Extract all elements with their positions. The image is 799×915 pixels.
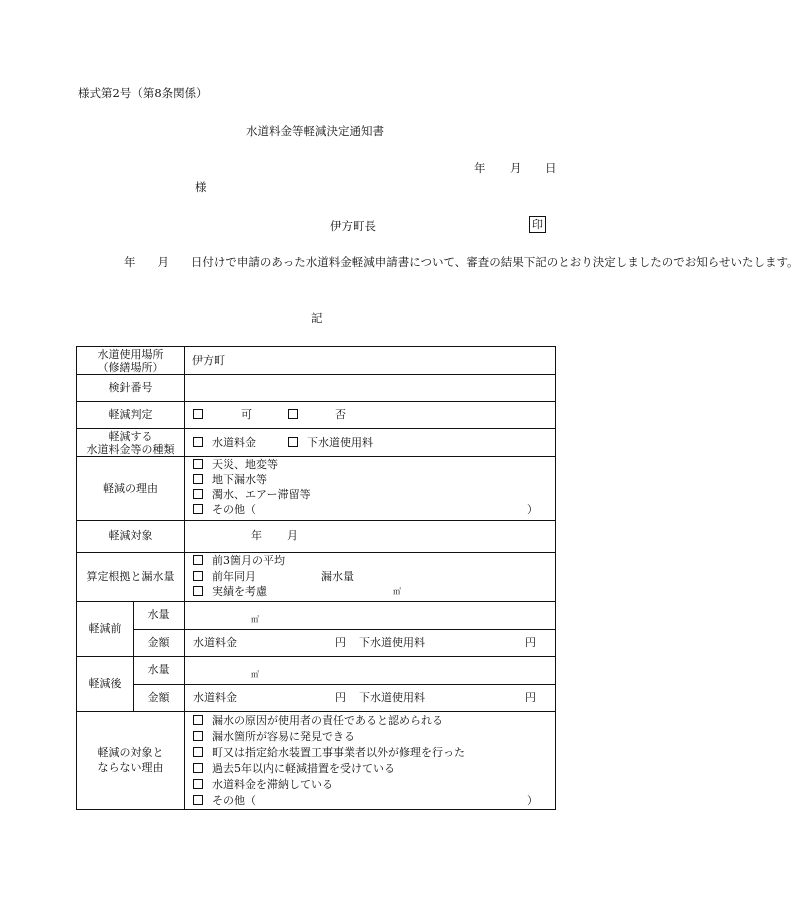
before-volume-label: 水量 <box>147 608 170 621</box>
row-line <box>133 684 555 685</box>
checkbox-icon <box>193 747 203 757</box>
issuer: 伊方町長 <box>330 219 376 233</box>
before-label: 軽減前 <box>88 622 122 635</box>
before-volume-unit: ㎥ <box>251 615 259 624</box>
before-sewer-fee: 下水道使用料 <box>359 636 425 649</box>
after-volume-unit: ㎥ <box>251 670 259 679</box>
decision-no-text: 否 <box>335 408 346 421</box>
decision-no-option <box>288 408 300 422</box>
decision-label: 軽減判定 <box>108 408 153 421</box>
checkbox-icon <box>193 504 203 514</box>
document-title: 水道料金等軽減決定通知書 <box>246 124 384 138</box>
checkbox-icon <box>193 489 203 499</box>
form-id: 様式第2号（第8条関係） <box>78 86 208 100</box>
exclusion-close-paren: ） <box>527 794 538 807</box>
body-year: 年 <box>124 255 136 269</box>
basis-item: 前年同月 <box>193 570 256 584</box>
row-line <box>77 374 555 375</box>
type-label: 軽減する 水道料金等の種類 <box>86 430 175 456</box>
reason-item: 濁水、エアー滞留等 <box>193 488 311 502</box>
notice-table <box>76 346 556 810</box>
type-water-option: 水道料金 <box>193 436 256 450</box>
after-amount-label: 金額 <box>147 691 170 704</box>
checkbox-icon <box>193 795 203 805</box>
meter-label: 検針番号 <box>108 381 153 394</box>
checkbox-icon <box>288 437 298 447</box>
reason-item: 天災、地変等 <box>193 458 278 472</box>
after-volume-label: 水量 <box>147 663 170 676</box>
date-month: 月 <box>510 161 522 175</box>
target-month: 月 <box>287 529 298 542</box>
exclusion-item: その他（ <box>193 794 256 808</box>
location-label: 水道使用場所 （修繕場所） <box>97 348 164 374</box>
before-water-fee: 水道料金 <box>193 636 237 649</box>
basis-label: 算定根拠と漏水量 <box>86 570 175 583</box>
after-water-fee: 水道料金 <box>193 691 237 704</box>
reason-label: 軽減の理由 <box>103 482 158 495</box>
body-text: 日付けで申請のあった水道料金軽減申請書について、審査の結果下記のとおり決定しましたのでお知らせいたします。 <box>190 255 799 269</box>
ki-label: 記 <box>311 311 323 325</box>
row-line <box>77 428 555 429</box>
col-line <box>184 347 185 809</box>
date-year: 年 <box>474 161 486 175</box>
basis-item: 実績を考慮 <box>193 585 267 599</box>
decision-ok-option <box>193 408 205 422</box>
after-water-yen: 円 <box>335 691 346 704</box>
exclusion-item: 町又は指定給水装置工事事業者以外が修理を行った <box>193 746 465 760</box>
target-year: 年 <box>251 529 262 542</box>
leak-volume-label: 漏水量 <box>321 570 354 583</box>
checkbox-icon <box>193 779 203 789</box>
row-line <box>77 520 555 521</box>
before-sewer-yen: 円 <box>525 636 536 649</box>
reason-item: 地下漏水等 <box>193 473 267 487</box>
exclusion-item: 漏水箇所が容易に発見できる <box>193 730 355 744</box>
after-label: 軽減後 <box>88 677 122 690</box>
exclusion-item: 水道料金を滞納している <box>193 778 333 792</box>
row-line <box>77 711 555 712</box>
before-amount-label: 金額 <box>147 636 170 649</box>
exclusion-label: 軽減の対象と ならない理由 <box>97 746 164 774</box>
basis-unit: ㎥ <box>393 587 401 596</box>
before-water-yen: 円 <box>335 636 346 649</box>
addressee-suffix: 様 <box>195 180 207 194</box>
type-sewer-option: 下水道使用料 <box>288 436 373 450</box>
checkbox-icon <box>288 409 298 419</box>
row-line <box>77 601 555 602</box>
checkbox-icon <box>193 715 203 725</box>
checkbox-icon <box>193 409 203 419</box>
date-day: 日 <box>545 161 557 175</box>
row-line <box>133 629 555 630</box>
checkbox-icon <box>193 571 203 581</box>
checkbox-icon <box>193 586 203 596</box>
body-paragraph <box>78 252 799 272</box>
row-line <box>77 401 555 402</box>
target-label: 軽減対象 <box>108 529 153 542</box>
checkbox-icon <box>193 459 203 469</box>
checkbox-icon <box>193 437 203 447</box>
seal-mark: 印 <box>529 216 546 233</box>
decision-ok-text: 可 <box>241 408 252 421</box>
reason-item: その他（ <box>193 503 256 517</box>
row-line <box>77 456 555 457</box>
row-line <box>77 656 555 657</box>
basis-item: 前3箇月の平均 <box>193 554 285 568</box>
after-sewer-yen: 円 <box>525 691 536 704</box>
row-line <box>77 552 555 553</box>
body-month: 月 <box>157 255 169 269</box>
exclusion-item: 漏水の原因が使用者の責任であると認められる <box>193 714 443 728</box>
checkbox-icon <box>193 731 203 741</box>
exclusion-item: 過去5年以内に軽減措置を受けている <box>193 762 395 776</box>
after-sewer-fee: 下水道使用料 <box>359 691 425 704</box>
location-value: 伊方町 <box>192 354 225 367</box>
reason-close-paren: ） <box>527 503 538 516</box>
checkbox-icon <box>193 763 203 773</box>
checkbox-icon <box>193 474 203 484</box>
checkbox-icon <box>193 555 203 565</box>
